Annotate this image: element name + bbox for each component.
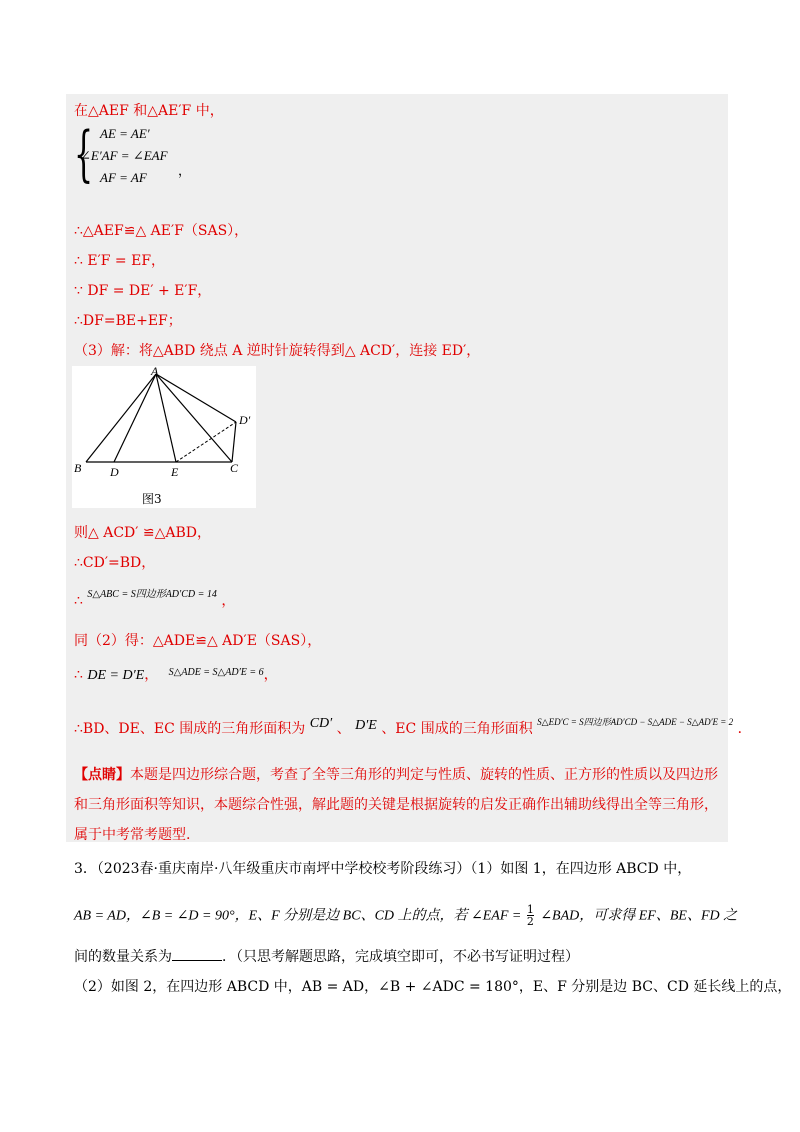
tip-text: 本题是四边形综合题，考查了全等三角形的判定与性质、旋转的性质、正方形的性质以及四边形: [130, 767, 718, 783]
question-text: 间的数量关系为: [74, 949, 172, 965]
label-C: C: [230, 461, 239, 475]
label-E: E: [171, 465, 179, 479]
area-equation-1: S△ABC = S四边形AD′CD = 14: [87, 589, 217, 600]
system-row-3: AF = AF: [100, 170, 147, 185]
text-line-2: ∴△AEF≌△ AE′F（SAS），: [74, 223, 249, 239]
comma: ，: [144, 667, 159, 683]
question-line-3: [74, 946, 579, 966]
text-line-8: ∴CD′=BD，: [74, 555, 156, 571]
label-B: B: [74, 461, 82, 475]
figure-3-diagram: [72, 366, 256, 488]
comma: ，: [221, 593, 236, 609]
area-equation-2: S△ADE = S△AD′E = 6: [168, 667, 264, 678]
text-part: ∴BD、DE、EC 围成的三角形面积为: [74, 721, 306, 737]
question-line-4: （2）如图 2，在四边形 ABCD 中，AB = AD，∠B + ∠ADC = 180°，E、F 分别是边 BC、CD 延长线上的点，: [74, 979, 792, 995]
segment-D-prime-E: D′E: [355, 718, 377, 733]
system-comma: ，: [178, 164, 192, 179]
therefore-symbol: ∴: [74, 667, 83, 683]
text-line-10: 同（2）得：△ADE≌△ AD′E（SAS），: [74, 633, 322, 649]
separator: 、: [336, 721, 351, 737]
fraction-one-half: [527, 904, 534, 927]
therefore-symbol: ∴: [74, 593, 83, 609]
period: ．: [737, 721, 752, 737]
tip-label: 【点睛】: [74, 767, 130, 783]
fraction-numerator: 1: [526, 903, 534, 916]
area-equation-3: S△ED′C = S四边形AD′CD − S△ADE − S△AD′E = 2: [537, 717, 734, 727]
tip-line-2: 和三角形面积等知识，本题综合性强，解此题的关键是根据旋转的启发正确作出辅助线得出全等三角形，: [74, 797, 718, 813]
comma: ，: [263, 667, 278, 683]
text-line-6: （3）解：将△ABD 绕点 A 逆时针旋转得到△ ACD′，连接 ED′，: [74, 343, 481, 359]
text-part: 、EC 围成的三角形面积: [381, 721, 533, 737]
text-line-7: 则△ ACD′ ≌△ABD，: [74, 525, 212, 541]
segment-CD-prime: CD′: [309, 716, 333, 731]
tip-line-1: [74, 764, 718, 784]
question-text: ∠BAD，可求得 EF、BE、FD 之: [540, 908, 738, 924]
label-A: A: [151, 366, 159, 378]
text-line-5: ∴DF=BE+EF；: [74, 313, 182, 329]
system-row-1: AE = AE′: [100, 126, 150, 141]
figure-caption: 图3: [142, 492, 162, 506]
answer-blank[interactable]: [172, 960, 222, 961]
tip-line-3: 属于中考常考题型.: [74, 827, 191, 843]
label-D-prime: D′: [239, 413, 251, 427]
question-line-1: 3．（2023春·重庆南岸·八年级重庆市南坪中学校校考阶段练习）（1）如图 1，在四边形 ABCD 中，: [74, 861, 692, 877]
fraction-denominator: 2: [526, 915, 534, 928]
question-text: AB = AD，∠B = ∠D = 90°，E、F 分别是边 BC、CD 上的点，若 ∠EAF =: [74, 908, 525, 924]
question-line-2: [74, 904, 737, 927]
text-line-9: [74, 590, 235, 610]
equation-system: [74, 119, 214, 189]
left-brace: {: [74, 119, 94, 189]
text-line-1: 在△AEF 和△AE′F 中，: [74, 103, 224, 119]
segment-equation: DE = D′E: [87, 668, 145, 683]
question-text: ．（只思考解题思路，完成填空即可，不必书写证明过程）: [222, 949, 579, 965]
figure-3: [72, 366, 256, 508]
text-line-11: [74, 664, 278, 684]
text-line-3: ∴ E′F = EF，: [74, 253, 166, 269]
text-line-12: [74, 718, 752, 738]
text-line-4: ∵ DF = DE′ + E′F，: [74, 283, 212, 299]
label-D: D: [110, 465, 119, 479]
system-row-2: ∠E′AF = ∠EAF: [80, 148, 168, 163]
